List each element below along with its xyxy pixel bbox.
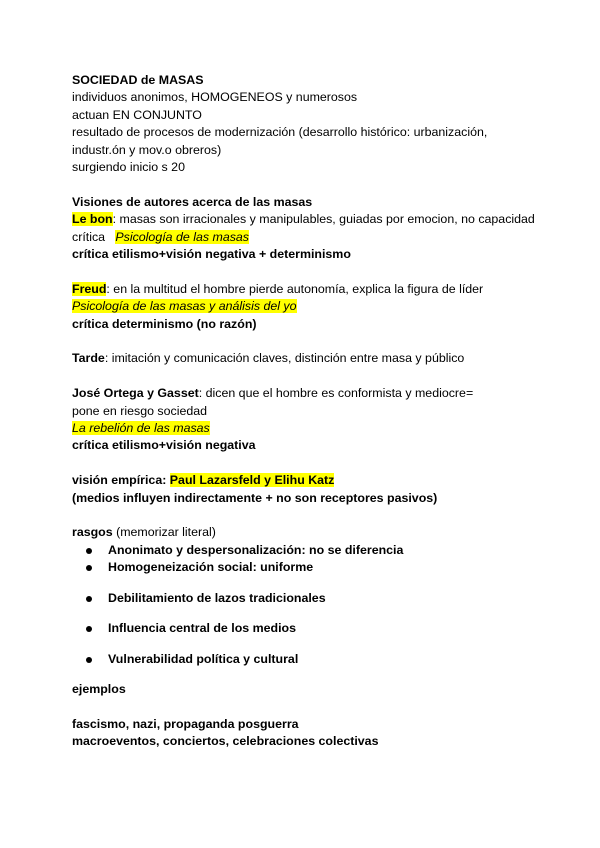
critique-line: crítica etilismo+visión negativa	[72, 438, 256, 453]
section-heading: Visiones de autores acerca de las masas	[72, 194, 313, 209]
author-name: Le bon	[72, 212, 113, 227]
text-line: surgiendo inicio s 20	[72, 160, 185, 175]
bullet-icon	[86, 626, 92, 632]
author-name: José Ortega y Gasset	[72, 386, 199, 401]
bullet-icon	[86, 657, 92, 663]
text-line: resultado de procesos de modernización (desarrollo histórico: urbanización, industr.ón y mov.o obreros)	[72, 125, 488, 157]
list-item: Debilitamiento de lazos tradicionales	[108, 590, 542, 607]
bullet-icon	[86, 596, 92, 602]
empirical-view	[72, 472, 542, 489]
bullet-icon	[86, 565, 92, 571]
list-item: Vulnerabilidad política y cultural	[108, 651, 542, 668]
doc-title: SOCIEDAD de MASAS	[72, 73, 204, 87]
section-heading: rasgos	[72, 525, 113, 540]
traits-list	[72, 542, 542, 668]
author-name: Paul Lazarsfeld y Elihu Katz	[169, 473, 335, 488]
text-line: pone en riesgo sociedad	[72, 403, 208, 418]
author-lebon	[72, 211, 542, 246]
author-tarde	[72, 350, 542, 367]
author-ortega	[72, 385, 542, 402]
critique-line: crítica determinismo (no razón)	[72, 316, 257, 331]
critique-line: crítica etilismo+visión negativa + determinismo	[72, 247, 351, 262]
list-item: Influencia central de los medios	[108, 620, 542, 637]
author-text: : dicen que el hombre es conformista y mediocre=	[198, 386, 474, 401]
list-item: Homogeneización social: uniforme	[108, 559, 542, 576]
author-freud	[72, 281, 542, 298]
document-body	[72, 72, 542, 751]
author-text: : en la multitud el hombre pierde autonomía, explica la figura de líder	[106, 281, 484, 296]
example-line: macroeventos, conciertos, celebraciones colectivas	[72, 734, 379, 749]
author-text: : masas son irracionales y manipulables, guiadas por emocion, no capacidad crítica	[72, 212, 535, 244]
section-heading: ejemplos	[72, 681, 126, 696]
traits-heading	[72, 524, 542, 541]
book-title: Psicología de las masas y análisis del yo	[72, 299, 297, 314]
author-name: Freud	[72, 281, 107, 296]
bullet-icon	[86, 548, 92, 554]
text-line: actuan EN CONJUNTO	[72, 107, 202, 122]
example-line: fascismo, nazi, propaganda posguerra	[72, 716, 299, 731]
author-name: Tarde	[72, 351, 105, 366]
text-line: individuos anonimos, HOMOGENEOS y numerosos	[72, 90, 358, 105]
list-item: Anonimato y despersonalización: no se diferencia	[108, 542, 542, 559]
author-text: : imitación y comunicación claves, distinción entre masa y público	[104, 351, 465, 366]
empirical-note: (medios influyen indirectamente + no son receptores pasivos)	[72, 490, 438, 505]
traits-note: (memorizar literal)	[112, 525, 216, 540]
book-title: La rebelión de las masas	[72, 421, 210, 436]
book-title: Psicología de las masas	[115, 229, 249, 244]
empirical-label: visión empírica:	[72, 473, 170, 488]
